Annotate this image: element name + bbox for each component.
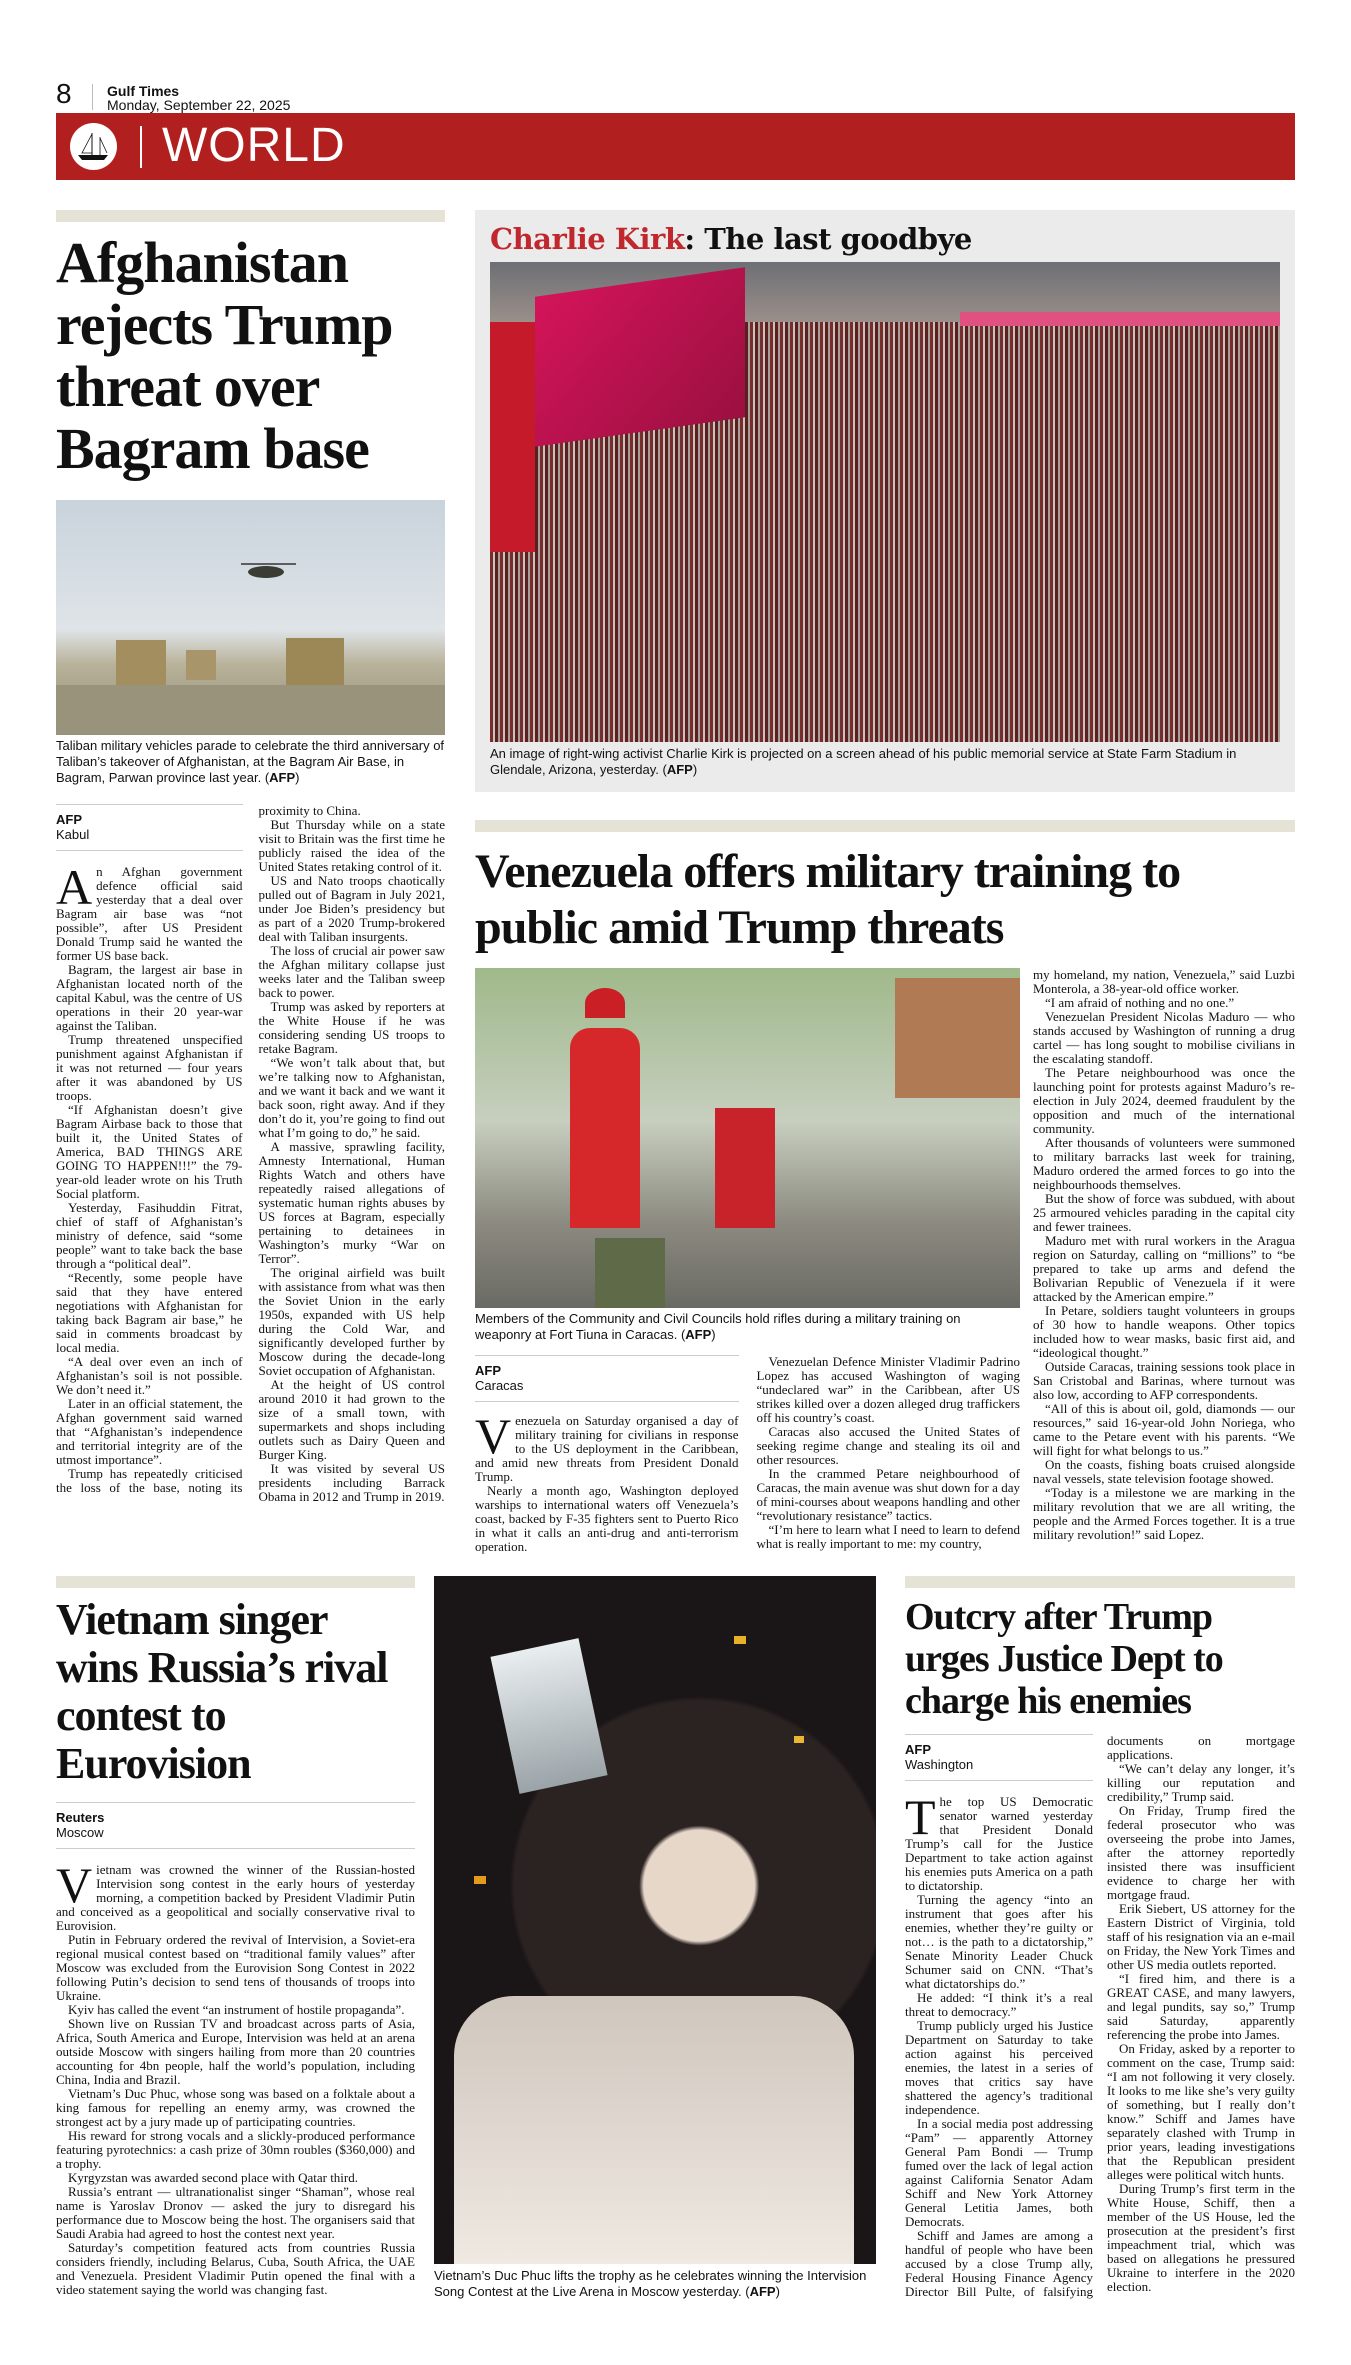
byline xyxy=(475,1355,739,1402)
venezuela-headline: Venezuela offers military training to public amid Trump threats xyxy=(475,845,1181,954)
paragraph: “A deal over even an inch of Afghanistan’s soil is not possible. We don’t need it.” xyxy=(56,1354,243,1397)
lead-text: ietnam was crowned the winner of the Russian-hosted Intervision song contest in the early hours of yesterday morning, a competition backed by President Vladimir Putin and conceived as a geopolitical and socially conservative rival to Eurovision. xyxy=(56,1862,415,1933)
byline xyxy=(56,1802,415,1849)
lead-paragraph xyxy=(475,1408,739,1484)
lead-text: enezuela on Saturday organised a day of military training for civilians in response to the US deployment in the Caribbean, and amid new threats from President Donald Trump. xyxy=(475,1413,739,1484)
paragraph: His reward for strong vocals and a slickly-produced performance featuring pyrotechnics: a cash prize of 30mn roubles ($360,000) and a trophy. xyxy=(56,2128,415,2171)
bottom-row xyxy=(56,1576,1295,2300)
paragraph: At the height of US control around 2010 it had grown to the size of a small town, with supermarkets and shops including outlets such as Dairy Queen and Burger King. xyxy=(258,1377,445,1462)
paragraph: Yesterday, Fasihuddin Fitrat, chief of staff of Afghanistan’s ministry of defence, said “some people” want to take back the base through a “political deal”. xyxy=(56,1200,243,1271)
paragraph: Erik Siebert, US attorney for the Eastern District of Virginia, told staff of his resignation via an e-mail on Friday, the New York Times and other US media outlets reported. xyxy=(1107,1901,1295,1972)
outcry-headline: Outcry after Trump urges Justice Dept to charge his enemies xyxy=(905,1596,1223,1722)
caption-text: Taliban military vehicles parade to celebrate the third anniversary of Taliban’s takeover of Afghanistan, at the Bagram Air Base, in Bagram, Parwan province last year. xyxy=(56,738,445,785)
byline-agency: Reuters xyxy=(56,1810,105,1825)
issue-date: Monday, September 22, 2025 xyxy=(107,97,291,113)
caption-text: Vietnam’s Duc Phuc lifts the trophy as he celebrates winning the Intervision Song Contest at the Live Arena in Moscow yesterday. xyxy=(434,2268,867,2299)
top-row xyxy=(56,210,1295,1554)
paragraph: Schiff and James are among a handful of people who have been accused by a close Trump ally, Federal Housing Finance Agency Director Bill Pulte, of falsifying documents on mortgage applications. xyxy=(905,1733,1295,2299)
paragraph: US and Nato troops chaotically pulled out of Bagram in July 2021, under Joe Biden’s presidency but as part of a 2020 Trump-brokered deal with Taliban insurgents. xyxy=(258,873,445,944)
paragraph: Trump threatened unspecified punishment against Afghanistan if it was not returned — four years after it was abandoned by US troops. xyxy=(56,1032,243,1103)
byline-place: Caracas xyxy=(475,1378,524,1393)
paragraph: It was visited by several US presidents including Barrack Obama in 2012 and Trump in 2019. xyxy=(258,1461,445,1504)
paragraph: But the show of force was subdued, with about 25 armoured vehicles parading in the capital city and fewer trainees. xyxy=(1033,1191,1295,1234)
venezuela-photo xyxy=(475,968,1020,1308)
paragraph: Kyrgyzstan was awarded second place with Qatar third. xyxy=(68,2170,358,2185)
paragraph: On Friday, Trump fired the federal prosecutor who was overseeing the probe into James, after the attorney reportedly insisted there was insufficient evidence to charge her with mortgage fraud. xyxy=(1107,1803,1295,1902)
paragraph: “All of this is about oil, gold, diamonds — our resources,” said 16-year-old John Noriega, who came to the Petare event with his parents. “We will fight for what belongs to us.” xyxy=(1033,1401,1295,1458)
paragraph: Outside Caracas, training sessions took place in San Cristobal and Barinas, where turnout was also low, according to AFP correspondents. xyxy=(1033,1359,1295,1402)
byline-place: Washington xyxy=(905,1757,974,1772)
drop-cap: V xyxy=(56,1857,93,1913)
paragraph: In a social media post addressing “Pam” — apparently Attorney General Pam Bondi — Trump fumed over the lack of legal action against California Senator Adam Schiff and New York Attorney General Letitia James, both Democrats. xyxy=(905,2116,1093,2229)
afghan-article xyxy=(56,210,445,1504)
byline-agency: AFP xyxy=(905,1742,931,1757)
paragraph: “I am afraid of nothing and no one.” xyxy=(1045,995,1235,1010)
venezuela-caption: Members of the Community and Civil Councils hold rifles during a military training on weaponry at Fort Tiuna in Caracas. (AFP) xyxy=(475,1311,961,1342)
section-rule xyxy=(905,1576,1295,1588)
drop-cap: V xyxy=(475,1408,512,1464)
paragraph: He added: “I think it’s a real threat to democracy.” xyxy=(905,1990,1093,2019)
paragraph: During Trump’s first term in the White House, Schiff, then a member of the US House, led the prosecution at the president’s first impeachment trial, which was based on allegations he pressured Ukraine to interfere in the 2020 election. xyxy=(1107,2181,1295,2294)
page-bottom-margin xyxy=(56,2300,1295,2330)
outcry-body xyxy=(905,1734,1295,2299)
photo-credit: AFP xyxy=(666,762,693,777)
lead-text: he top US Democratic senator warned yesterday that President Donald Trump’s call for the Justice Department to take action against his enemies puts America on a path to dictatorship. xyxy=(905,1794,1093,1893)
paragraph: But Thursday while on a state visit to Britain was the first time he publicly raised the idea of the United States retaking control of it. xyxy=(258,817,445,874)
vietnam-headline: Vietnam singer wins Russia’s rival contest to Eurovision xyxy=(56,1595,388,1788)
paragraph: Maduro met with rural workers in the Aragua region on Saturday, calling on “millions” to “be prepared to take up arms and defend the Bolivarian Republic of Venezuela if it were attacked by the American empire.” xyxy=(1033,1233,1295,1304)
paragraph: my homeland, my nation, Venezuela,” said Luzbi Monterola, a 38-year-old office worker. xyxy=(1033,967,1295,996)
outcry-article xyxy=(905,1576,1295,2299)
paper-name: Gulf Times xyxy=(107,83,180,99)
caption-text: Members of the Community and Civil Councils hold rifles during a military training on weaponry at Fort Tiuna in Caracas. xyxy=(475,1311,961,1342)
paragraph: “I’m here to learn what I need to learn to defend what is really important to me: my country, xyxy=(756,1522,1020,1551)
paragraph: Saturday’s competition featured acts from countries Russia considers friendly, including Belarus, Cuba, South Africa, the UAE and Venezuela. President Vladimir Putin opened the final with a video statement saying the world was changing fast. xyxy=(56,2240,415,2297)
byline xyxy=(56,804,243,851)
paragraph: The Petare neighbourhood was once the launching point for protests against Maduro’s re-election in July 2024, deemed fraudulent by the opposition and much of the international community. xyxy=(1033,1065,1295,1136)
vietnam-caption: Vietnam’s Duc Phuc lifts the trophy as he celebrates winning the Intervision Song Contest at the Live Arena in Moscow yesterday. (AFP) xyxy=(434,2268,867,2299)
venezuela-body xyxy=(475,1355,1020,1554)
paragraph: On the coasts, fishing boats cruised alongside naval vessels, state television footage showed. xyxy=(1033,1457,1295,1486)
paragraph: Later in an official statement, the Afghan government said warned that “Afghanistan’s independence and territorial integrity are of the utmost importance”. xyxy=(56,1396,243,1467)
kirk-photo-box xyxy=(475,210,1295,792)
section-title: WORLD xyxy=(162,119,346,172)
paragraph: Putin in February ordered the revival of Intervision, a Soviet-era regional musical contest based on “traditional family values” after Moscow was excluded from the Eurovision Song Contest in 2022 following Putin’s decision to send tens of thousands of troops into Ukraine. xyxy=(56,1932,415,2003)
paragraph: On Friday, asked by a reporter to comment on the case, Trump said: “I am not following it very closely. It looks to me like she’s very guilty of something, but I really don’t know.” Schiff and James have separately clashed with Trump in prior years, leading investigations that the Republican president alleges were political witch hunts. xyxy=(1107,2041,1295,2182)
paragraph: Venezuelan Defence Minister Vladimir Padrino Lopez has accused Washington of waging “undeclared war” in the Caribbean, after US strikes killed over a dozen alleged drug traffickers off his country’s coast. xyxy=(756,1354,1020,1425)
paragraph: In Petare, soldiers taught volunteers in groups of 30 how to handle weapons. Other topics included how to wear masks, basic first aid, and “ideological thought.” xyxy=(1033,1303,1295,1360)
lead-text: n Afghan government defence official said yesterday that a deal over Bagram air base was “not possible”, after US President Donald Trump said he wanted the former US base back. xyxy=(56,864,243,963)
byline-agency: AFP xyxy=(56,812,82,827)
lead-paragraph xyxy=(56,859,243,963)
afghan-body xyxy=(56,804,445,1504)
section-rule xyxy=(56,1576,415,1588)
byline-place: Moscow xyxy=(56,1825,104,1840)
photo-credit: AFP xyxy=(749,2284,776,2299)
section-rule xyxy=(56,210,445,222)
afghan-headline: Afghanistan rejects Trump threat over Bagram base xyxy=(56,230,393,481)
kirk-caption: An image of right-wing activist Charlie Kirk is projected on a screen ahead of his public memorial service at State Farm Stadium in Glendale, Arizona, yesterday. (AFP) xyxy=(490,746,1237,777)
paragraph: Kyiv has called the event “an instrument of hostile propaganda”. xyxy=(68,2002,405,2017)
paragraph: Trump publicly urged his Justice Department on Saturday to take action against his perceived enemies, the latest in a series of moves that critics say have shattered the agency’s traditional independence. xyxy=(905,2018,1093,2117)
paragraph: Russia’s entrant — ultranationalist singer “Shaman”, whose real name is Yaroslav Dronov — asked the jury to disregard his performance due to Moscow being the host. The organisers said that Saudi Arabia had agreed to host the contest next year. xyxy=(56,2184,415,2241)
paragraph: Caracas also accused the United States of seeking regime change and stealing its oil and other resources. xyxy=(756,1424,1020,1467)
paragraph: A massive, sprawling facility, Amnesty International, Human Rights Watch and others have repeatedly raised allegations of systematic human rights abuses by US forces at Bagram, especially pertaining to detainees in Washington’s murky “War on Terror”. xyxy=(258,1139,445,1266)
afghan-photo xyxy=(56,500,445,735)
paragraph: In the crammed Petare neighbourhood of Caracas, the main avenue was shut down for a day of mini-courses about weapons handling and other “revolutionary resistance” tactics. xyxy=(756,1466,1020,1523)
kirk-stadium-photo xyxy=(490,262,1280,742)
paragraph: The loss of crucial air power saw the Afghan military collapse just weeks later and the Taliban sweep back to power. xyxy=(258,943,445,1000)
paragraph: “Today is a milestone we are marking in the military revolution that we are all writing, the people and the Armed Forces together. It is a true military revolution!” said Lopez. xyxy=(1033,1485,1295,1542)
section-rule xyxy=(475,820,1295,832)
drop-cap: T xyxy=(905,1789,936,1845)
paragraph: Trump has repeatedly criticised the loss of the base, noting its proximity to China. xyxy=(56,803,361,1495)
paragraph: Vietnam’s Duc Phuc, whose song was based on a folktale about a king famous for repelling an enemy army, was crowned the strongest act by a jury made up of participating countries. xyxy=(56,2086,415,2129)
kirk-title xyxy=(490,222,1280,256)
paragraph: After thousands of volunteers were summoned to military barracks last week for training, Maduro ordered the armed forces to go into the neighbourhoods themselves. xyxy=(1033,1135,1295,1192)
paragraph: “We can’t delay any longer, it’s killing our reputation and credibility,” Trump said. xyxy=(1107,1761,1295,1804)
paragraph: Turning the agency “into an instrument that goes after his enemies, whether they’re guilty or not… is the path to a dictatorship,” Senate Minority Leader Chuck Schumer said on CNN. “That’s what dictatorships do.” xyxy=(905,1892,1093,1991)
lead-paragraph xyxy=(56,1857,415,1933)
venezuela-left xyxy=(475,968,1020,1554)
paragraph: Venezuelan President Nicolas Maduro — who stands accused by Washington of running a drug cartel — has long sought to mobilise civilians in the escalating standoff. xyxy=(1033,1009,1295,1066)
photo-credit: AFP xyxy=(685,1327,712,1342)
byline-place: Kabul xyxy=(56,827,90,842)
paragraph: “If Afghanistan doesn’t give Bagram Airbase back to those that built it, the United States of America, BAD THINGS ARE GOING TO HAPPEN!!!” the 79-year-old leader wrote on his Truth Social platform. xyxy=(56,1102,243,1201)
vietnam-article xyxy=(56,1576,415,2297)
photo-credit: AFP xyxy=(269,770,296,785)
vietnam-body xyxy=(56,1802,415,2297)
kirk-title-name: Charlie Kirk xyxy=(490,222,685,256)
paragraph: Shown live on Russian TV and broadcast across parts of Asia, Africa, South America and Europe, Intervision was held at an arena outside Moscow with singers hailing from more than 20 countries accounting for 4bn people, half the world’s population, including China, India and Brazil. xyxy=(56,2016,415,2087)
byline xyxy=(905,1734,1093,1781)
afghan-caption: Taliban military vehicles parade to celebrate the third anniversary of Taliban’s takeover of Afghanistan, at the Bagram Air Base, in Bagram, Parwan province last year. (AFP) xyxy=(56,738,445,785)
paragraph: Trump was asked by reporters at the White House if he was considering sending US troops to retake Bagram. xyxy=(258,999,445,1056)
venezuela-columns xyxy=(475,968,1295,1554)
lead-paragraph xyxy=(905,1789,1093,1893)
paragraph: “We won’t talk about that, but we’re talking now to Afghanistan, and we want it back and we want it back soon, right away. And if they don’t do it, you’re going to find out what I’m going to do,” he said. xyxy=(258,1055,445,1140)
paragraph: “I fired him, and there is a GREAT CASE, and many lawyers, and legal pundits, say so,” Trump said Saturday, apparently referencing the probe into James. xyxy=(1107,1971,1295,2042)
paragraph: Nearly a month ago, Washington deployed warships to international waters off Venezuela’s coast, backed by F-35 fighters sent to Puerto Rico in what it calls an anti-drug and anti-terrorism operation. xyxy=(475,1483,739,1554)
vietnam-photo-block xyxy=(434,1576,876,2300)
paragraph: The original airfield was built with assistance from what was then the Soviet Union in the early 1950s, expanded with US help during the Cold War, and significantly developed further by Moscow during the decade-long Soviet occupation of Afghanistan. xyxy=(258,1265,445,1378)
paragraph: Bagram, the largest air base in Afghanistan located north of the capital Kabul, was the centre of US operations in their 20 year-war against the Taliban. xyxy=(56,962,243,1033)
drop-cap: A xyxy=(56,859,93,915)
byline-agency: AFP xyxy=(475,1363,501,1378)
paragraph: “Recently, some people have said that they have entered negotiations with Afghanistan for taking back Bagram air base,” he said in comments broadcast by local media. xyxy=(56,1270,243,1355)
top-right-column xyxy=(475,210,1295,1554)
page-number: 8 xyxy=(56,78,72,109)
venezuela-body-right xyxy=(1033,968,1295,1542)
caption-text: An image of right-wing activist Charlie Kirk is projected on a screen ahead of his public memorial service at State Farm Stadium in Glendale, Arizona, yesterday. xyxy=(490,746,1237,777)
kirk-title-rest: : The last goodbye xyxy=(684,222,972,256)
vietnam-singer-photo xyxy=(434,1576,876,2264)
